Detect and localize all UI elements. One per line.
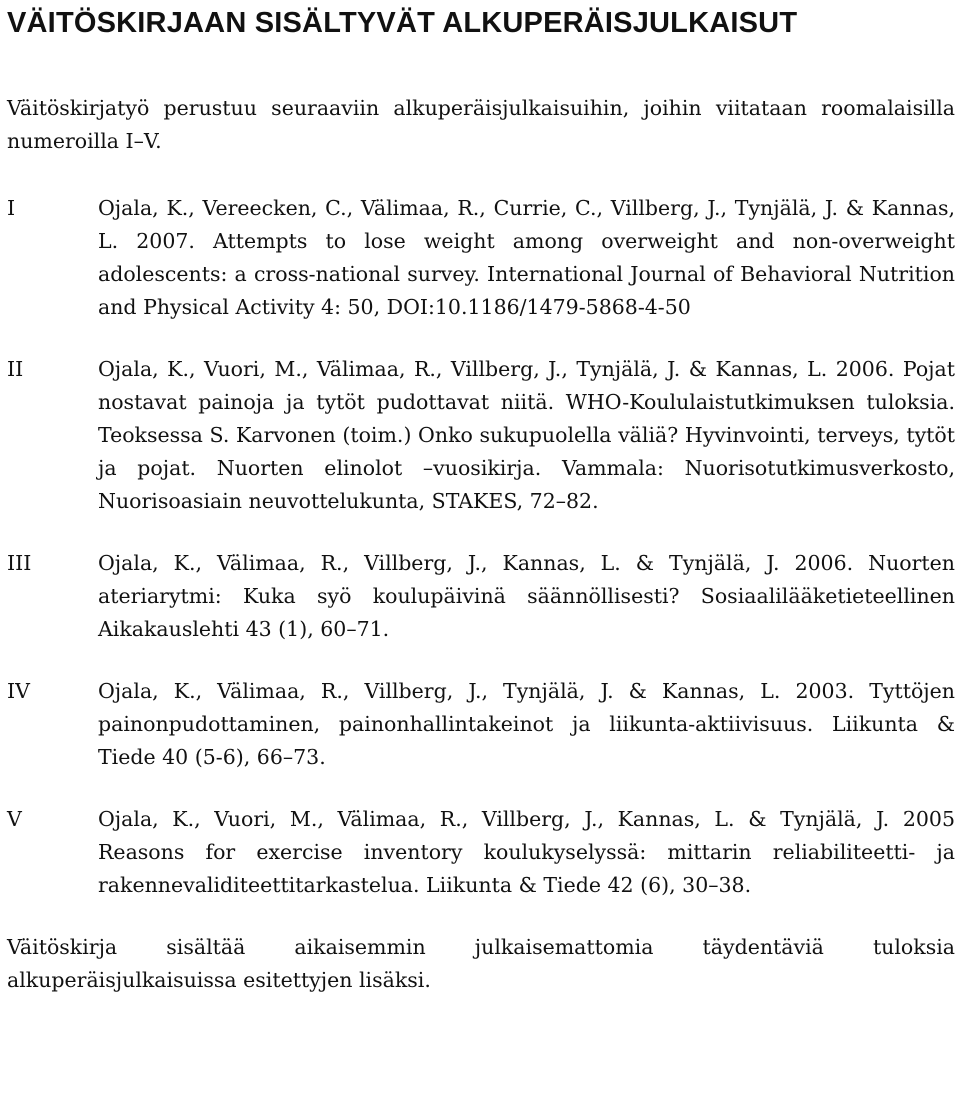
publication-numeral: V [7,807,22,831]
publication-list [7,192,955,902]
closing-paragraph: Väitöskirja sisältää aikaisemmin julkaisemattomia täydentäviä tuloksia alkuperäisjulkaisuissa esitettyjen lisäksi. [7,935,955,992]
publication-item [7,353,955,518]
document-page [7,0,955,997]
publication-numeral: I [7,196,16,220]
publication-item [7,192,955,324]
publication-citation: Ojala, K., Välimaa, R., Villberg, J., Kannas, L. & Tynjälä, J. 2006. Nuorten ateriarytmi: Kuka syö koulupäivinä säännöllisesti? Sosiaalilääketieteellinen Aikakauslehti 43 (1), 60–71. [98,551,955,641]
publication-numeral: III [7,551,32,575]
publication-citation: Ojala, K., Vuori, M., Välimaa, R., Villberg, J., Kannas, L. & Tynjälä, J. 2005 Reasons for exercise inventory koulukyselyssä: mittarin reliabiliteetti- ja rakennevaliditeettitarkastelua. Liikunta & Tiede 42 (6), 30–38. [98,807,955,897]
publication-numeral: II [7,357,24,381]
publication-item [7,675,955,774]
page-title: VÄITÖSKIRJAAN SISÄLTYVÄT ALKUPERÄISJULKAISUT [7,7,798,39]
publication-citation: Ojala, K., Vereecken, C., Välimaa, R., Currie, C., Villberg, J., Tynjälä, J. & Kannas, L. 2007. Attempts to lose weight among overweight and non-overweight adolescents: a cross-national survey. International Journal of Behavioral Nutrition and Physical Activity 4: 50, DOI:10.1186/1479-5868-4-50 [98,196,955,319]
publication-citation: Ojala, K., Vuori, M., Välimaa, R., Villberg, J., Tynjälä, J. & Kannas, L. 2006. Pojat nostavat painoja ja tytöt pudottavat niitä. WHO-Koululaistutkimuksen tuloksia. Teoksessa S. Karvonen (toim.) Onko sukupuolella väliä? Hyvinvointi, terveys, tytöt ja pojat. Nuorten elinolot –vuosikirja. Vammala: Nuorisotutkimusverkosto, Nuorisoasiain neuvottelukunta, STAKES, 72–82. [98,357,955,513]
publication-citation: Ojala, K., Välimaa, R., Villberg, J., Tynjälä, J. & Kannas, L. 2003. Tyttöjen painonpudottaminen, painonhallintakeinot ja liikunta-aktiivisuus. Liikunta & Tiede 40 (5-6), 66–73. [98,679,955,769]
publication-item [7,803,955,902]
intro-paragraph: Väitöskirjatyö perustuu seuraaviin alkuperäisjulkaisuihin, joihin viitataan roomalaisilla numeroilla I–V. [7,96,955,153]
publication-numeral: IV [7,679,30,703]
publication-item [7,547,955,646]
